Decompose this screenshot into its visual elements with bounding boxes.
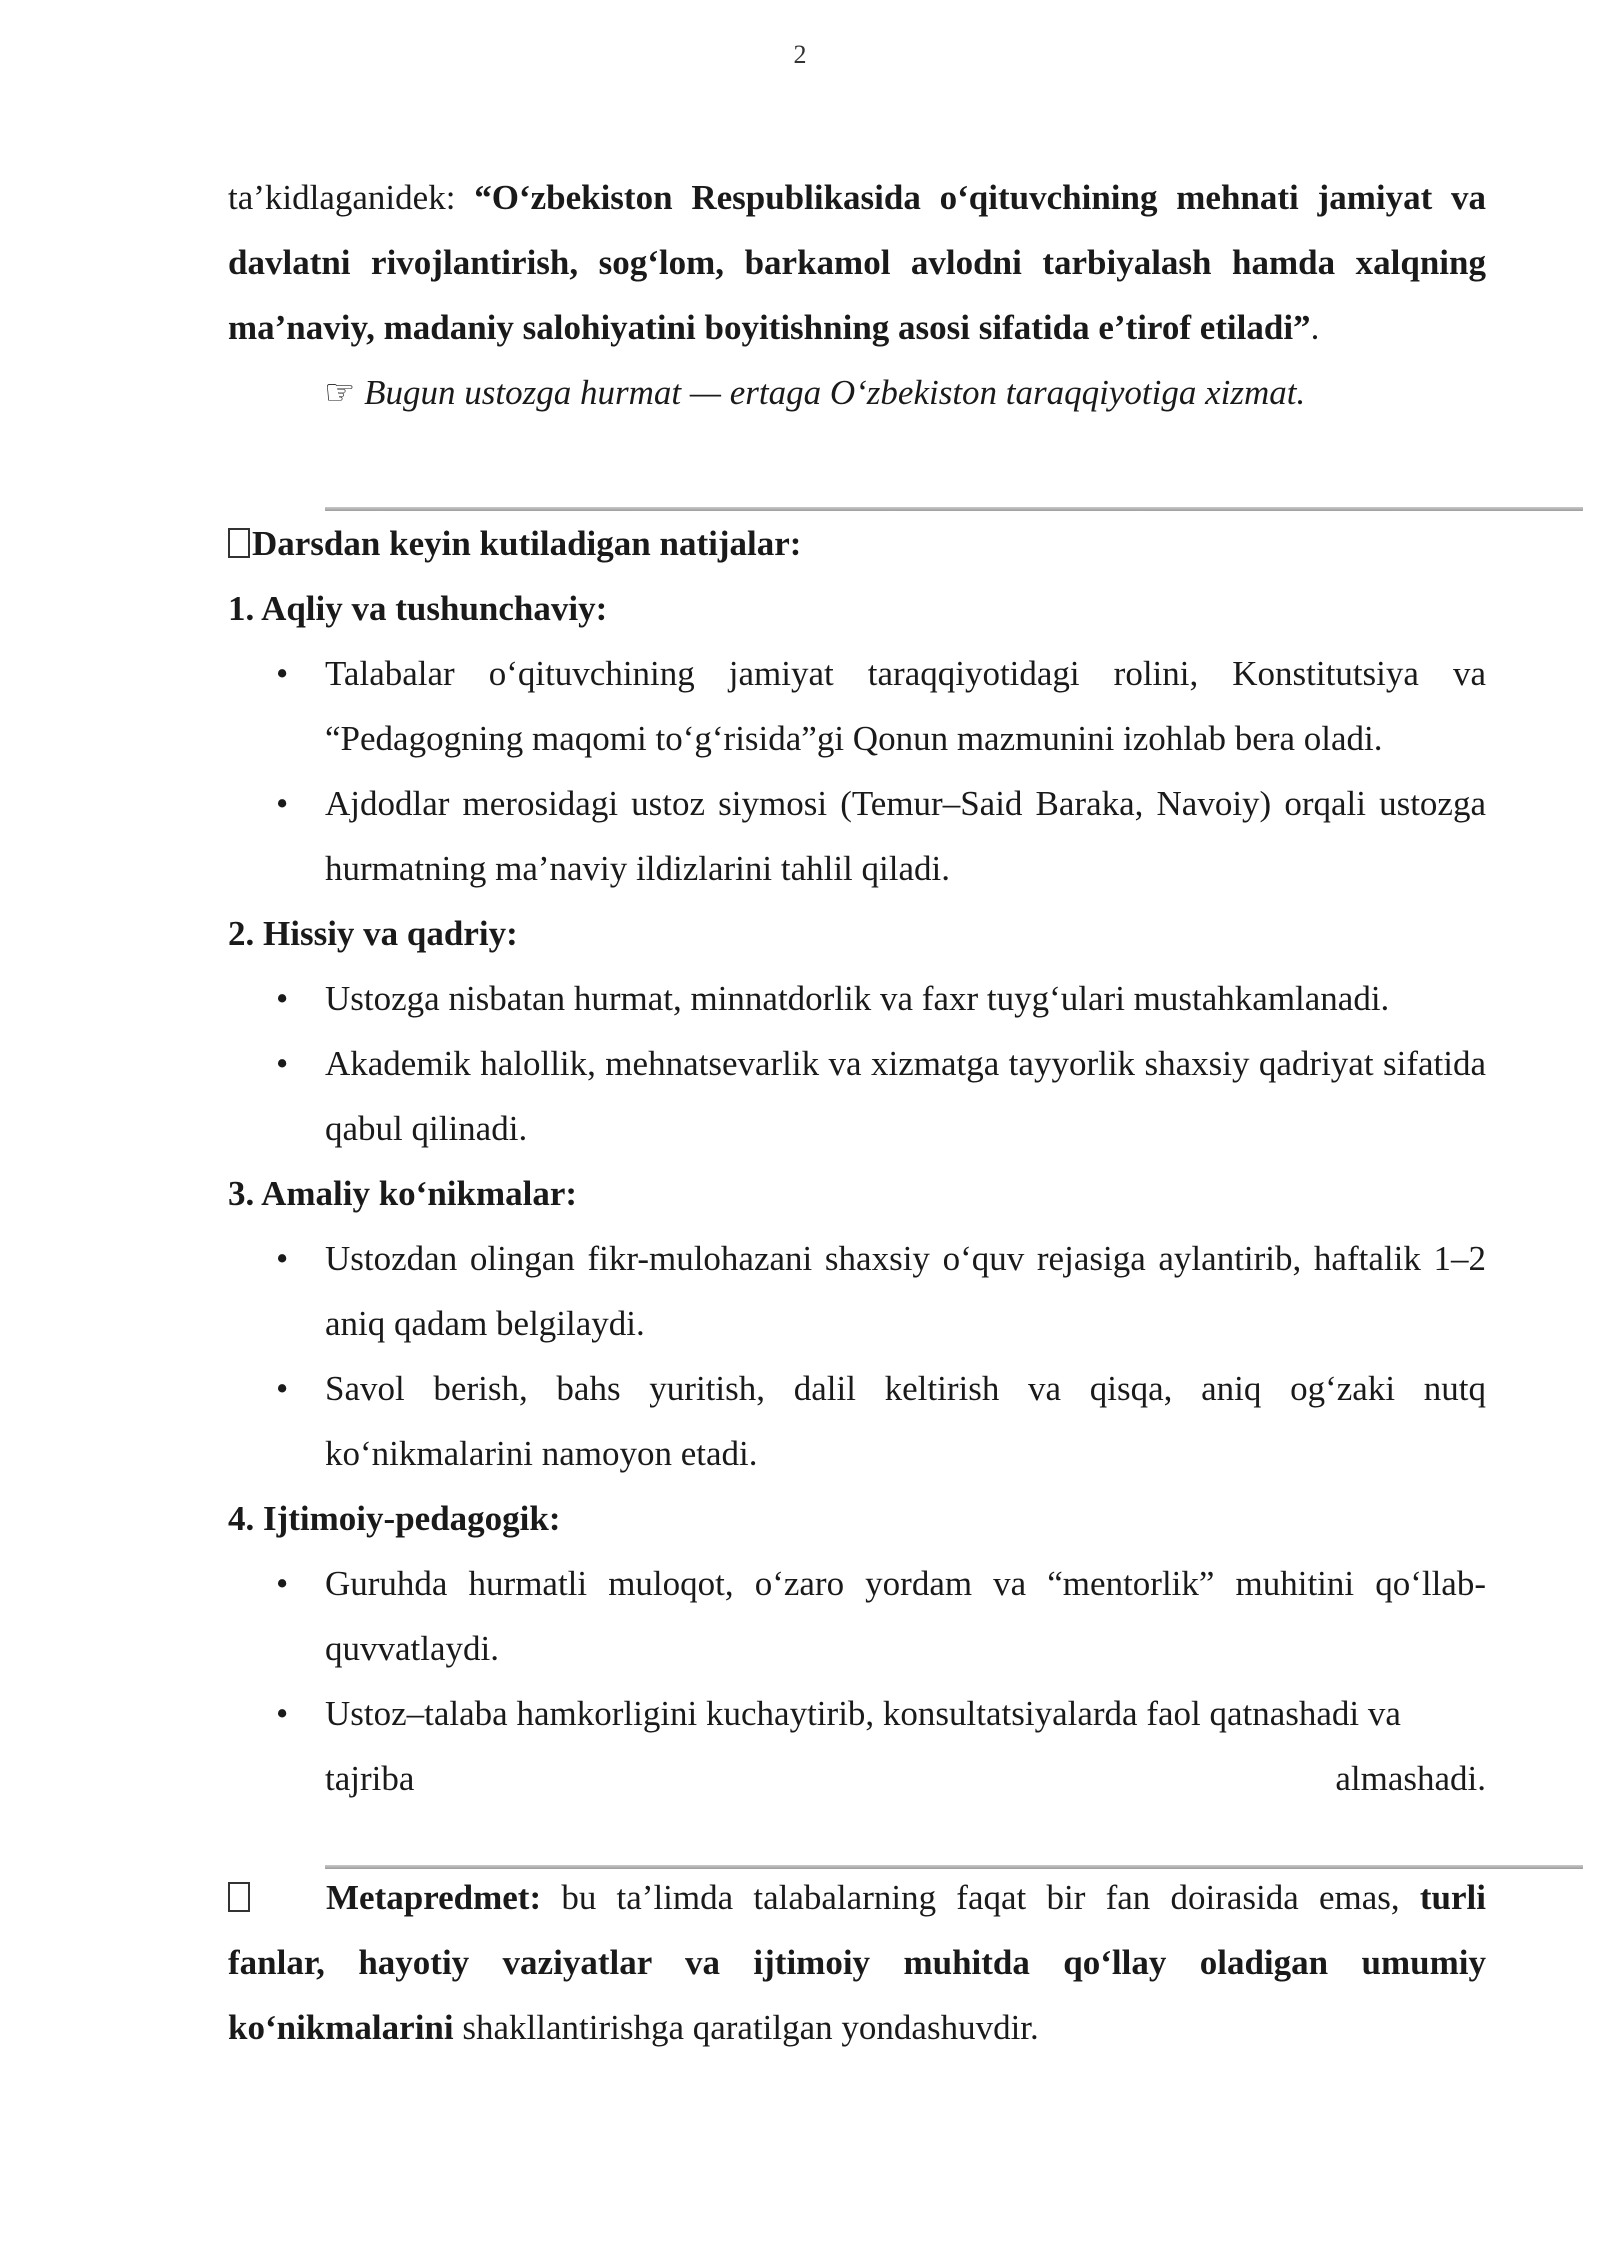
placeholder-box-icon [228,528,250,558]
list-item: • Guruhda hurmatli muloqot, o‘zaro yordam va “mentorlik” muhitini qo‘llab-quvvatlaydi. [228,1551,1486,1681]
list-item-last-line: tajriba almashadi. [325,1759,1486,1798]
bullet-icon: • [276,1044,289,1083]
pointing-hand-icon: ☞ [324,373,356,413]
list-item: • Talabalar o‘qituvchining jamiyat taraqqiyotidagi rolini, Konstitutsiya va “Pedagogning maqomi to‘g‘risida”gi Qonun mazmunini izohlab bera oladi. [228,641,1486,771]
bullet-icon: • [276,1694,289,1733]
metapredmet-label: Metapredmet: [326,1878,542,1917]
motto-text: Bugun ustozga hurmat — ertaga O‘zbekiston taraqqiyotiga xizmat. [355,373,1306,412]
section-heading-1: 1. Aqliy va tushunchaviy: [228,589,608,628]
intro-text: ta’kidlaganidek: [228,178,475,217]
intro-quote: “O‘zbekiston Respublikasida o‘qituvchining mehnati jamiyat va davlatni rivojlantirish, sog‘lom, barkamol avlodni tarbiyalash hamda xalqning ma’naviy, madaniy salohiyatini boyitishning asosi sifatida e’tirof etiladi” [228,178,1486,347]
motto-line [324,360,1486,425]
bullet-icon: • [276,1564,289,1603]
bullet-icon: • [276,654,289,693]
bullet-icon: • [276,1369,289,1408]
bullet-icon: • [276,979,289,1018]
list-item: • Ustozdan olingan fikr-mulohazani shaxsiy o‘quv rejasiga aylantirib, haftalik 1–2 aniq qadam belgilaydi. [228,1226,1486,1356]
divider-line [325,1865,1583,1869]
bullet-icon: • [276,1239,289,1278]
section-list-3 [228,1226,1486,1486]
list-item: • Savol berish, bahs yuritish, dalil keltirish va qisqa, aniq og‘zaki nutq ko‘nikmalarini namoyon etadi. [228,1356,1486,1486]
list-item: • Ajdodlar merosidagi ustoz siymosi (Temur–Said Baraka, Navoiy) orqali ustozga hurmatning ma’naviy ildizlarini tahlil qiladi. [228,771,1486,901]
list-item: • Akademik halollik, mehnatsevarlik va xizmatga tayyorlik shaxsiy qadriyat sifatida qabul qilinadi. [228,1031,1486,1161]
intro-paragraph [228,165,1486,360]
list-item: • Ustoz–talaba hamkorligini kuchaytirib, konsultatsiyalarda faol qatnashadi va tajriba almashadi. [228,1681,1486,1811]
section-list-4 [228,1551,1486,1811]
page-content [228,165,1486,2060]
section-list-2 [228,966,1486,1161]
metapredmet-paragraph: Metapredmet: bu ta’limda talabalarning faqat bir fan doirasida emas, turli fanlar, hayotiy vaziyatlar va ijtimoiy muhitda qo‘llay oladigan umumiy ko‘nikmalarini shakllantirishga qaratilgan yondashuvdir. [228,1878,1486,2047]
placeholder-box-icon [228,1882,250,1912]
bullet-icon: • [276,784,289,823]
section-heading-3: 3. Amaliy ko‘nikmalar: [228,1174,578,1213]
section-list-1 [228,641,1486,901]
divider-line [325,507,1583,511]
outcomes-title: Darsdan keyin kutiladigan natijalar: [228,511,1486,576]
intro-end: . [1310,308,1320,347]
section-heading-4: 4. Ijtimoiy-pedagogik: [228,1499,561,1538]
section-heading-2: 2. Hissiy va qadriy: [228,914,518,953]
page-number: 2 [793,40,807,69]
list-item: • Ustozga nisbatan hurmat, minnatdorlik va faxr tuyg‘ulari mustahkamlanadi. [228,966,1486,1031]
